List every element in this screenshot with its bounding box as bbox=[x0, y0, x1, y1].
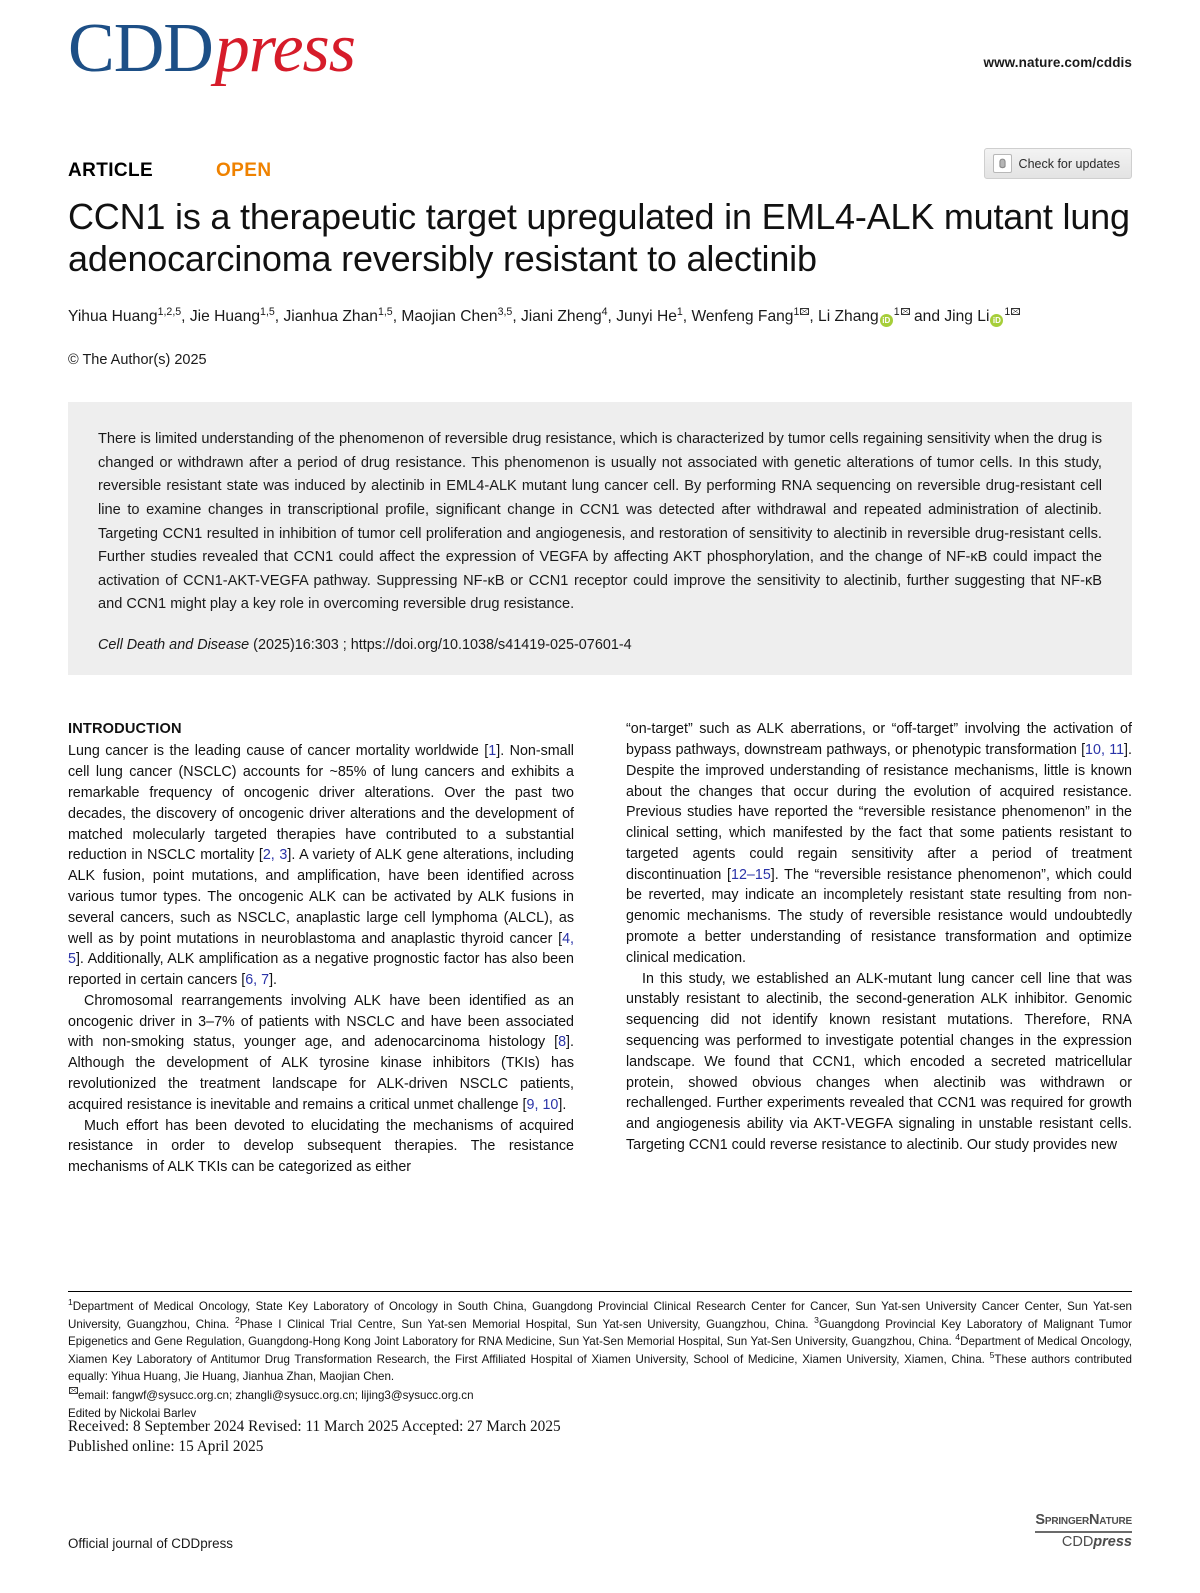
masthead bbox=[68, 0, 1132, 118]
envelope-icon[interactable] bbox=[800, 308, 809, 315]
text-run: ]. A variety of ALK gene alterations, including ALK fusion, point mutations, and amplification, have been identified across various tumor types. The oncogenic ALK can be activated by ALK fusions in several cancers, such as NSCLC, anaplastic large cell lymphoma (ALCL), as well as by point mutations in neuroblastoma and anaplastic thyroid cancer [ bbox=[68, 847, 574, 947]
press-text: press bbox=[1093, 1533, 1132, 1550]
author-affiliation-marker: 1,5 bbox=[260, 305, 275, 318]
author-separator: , bbox=[809, 308, 819, 326]
corresponding-email-line bbox=[68, 1387, 1132, 1405]
cddpress-wordmark bbox=[1035, 1534, 1132, 1551]
author-affiliation-marker: 1 bbox=[676, 305, 683, 318]
article-type-row bbox=[68, 154, 1132, 194]
page-footer bbox=[68, 1512, 1132, 1551]
springer-nature-wordmark bbox=[1035, 1512, 1132, 1529]
text-run: Chromosomal rearrangements involving ALK have been identified as an oncogenic driver in 3–7% of patients with NSCLC and have been associated with non-smoking status, younger age, and adenocarcinoma histology [ bbox=[68, 992, 574, 1051]
text-run: ]. Despite the improved understanding of resistance mechanisms, little is known about the changes that occur during the evolution of acquired resistance. Previous studies have reported the “reversible resistance phenomenon” in the clinical setting, which manifested by the fact that some patients resistant to targeted agents could regain sensitivity after a period of treatment discontinuation [ bbox=[626, 741, 1132, 883]
affiliation-5: These authors contributed equally: Yihua Huang, Jie Huang, Jianhua Zhan, Maojian Chen. bbox=[68, 1352, 1132, 1384]
affiliations-block bbox=[68, 1298, 1132, 1422]
article-label: ARTICLE bbox=[68, 160, 154, 181]
citation-ref[interactable]: 8 bbox=[558, 1034, 567, 1051]
copyright-line: © The Author(s) 2025 bbox=[68, 351, 207, 368]
citation-ref[interactable]: 12–15 bbox=[731, 866, 771, 883]
open-access-label: OPEN bbox=[216, 160, 272, 181]
affiliation-marker: 1 bbox=[68, 1297, 73, 1308]
publication-dates bbox=[68, 1417, 561, 1458]
paragraph-intro-3: Much effort has been devoted to elucidating the mechanisms of acquired resistance in order to develop subsequent therapies. The resistance mechanisms of ALK TKIs can be categorized as either bbox=[68, 1117, 574, 1176]
abstract-text: There is limited understanding of the phenomenon of reversible drug resistance, which is characterized by tumor cells regaining sensitivity when the drug is changed or withdrawn after a period of drug resistance. This phenomenon is usually not associated with genetic alterations of tumor cells. In this study, reversible resistant state was induced by alectinib in EML4-ALK mutant lung cancer cell. By performing RNA sequencing on reversible drug-resistant cell line to examine changes in transcriptional profile, significant change in CCN1 was detected after withdrawal and repeated administration of alectinib. Targeting CCN1 resulted in inhibition of tumor cell proliferation and angiogenesis, and restoration of sensitivity to alectinib in reversible drug-resistant cells. Further studies revealed that CCN1 could affect the expression of VEGFA by affecting AKT phosphorylation, and the change of NF-κB could impact the activation of CCN1-AKT-VEGFA pathway. Suppressing NF-κB or CCN1 receptor could improve the sensitivity to alectinib, further suggesting that NF-κB and CCN1 might play a key role in overcoming reversible drug resistance. bbox=[98, 430, 1102, 613]
paragraph-intro-4 bbox=[626, 719, 1132, 969]
citation-line bbox=[98, 637, 1102, 653]
nature-text: Nature bbox=[1089, 1512, 1132, 1528]
author-affiliation-marker: 1 bbox=[1004, 305, 1011, 318]
check-for-updates-badge[interactable] bbox=[984, 148, 1132, 179]
author-separator: , bbox=[274, 308, 284, 326]
orcid-icon[interactable]: iD bbox=[990, 314, 1003, 327]
cdd-text: CDD bbox=[1061, 1533, 1094, 1550]
author-name: Li Zhang bbox=[818, 308, 879, 326]
author-separator: , bbox=[682, 308, 692, 326]
springer-nature-logo bbox=[1035, 1512, 1132, 1551]
edited-by-line: Edited by Nickolai Barlev bbox=[68, 1406, 197, 1420]
author-name: Jiani Zheng bbox=[521, 308, 602, 326]
orcid-icon[interactable]: iD bbox=[880, 314, 893, 327]
logo-divider bbox=[1035, 1531, 1132, 1533]
author-affiliation-marker: 1,2,5 bbox=[157, 305, 182, 318]
author-affiliation-marker: 1 bbox=[893, 305, 900, 318]
nature-url[interactable]: www.nature.com/cddis bbox=[983, 55, 1132, 70]
envelope-icon[interactable] bbox=[1011, 308, 1020, 315]
author-name: Maojian Chen bbox=[401, 308, 498, 326]
author-separator: , bbox=[181, 308, 190, 326]
paragraph-intro-5: In this study, we established an ALK-mutant lung cancer cell line that was unstably resistant to alectinib, the second-generation ALK inhibitor. Genomic sequencing did not identify known resistant mutations. Therefore, RNA sequencing was performed to investigate potential changes in the expression landscape. We found that CCN1, which encoded a secreted matricellular protein, showed obvious changes when alectinib was withdrawn or rechallenged. Further experiments revealed that CCN1 was required for growth and angiogenesis ability via AKT-VEGFA signaling in unstable resistant cells. Targeting CCN1 could reverse resistance to alectinib. Our study provides new bbox=[626, 970, 1132, 1154]
received-revised-accepted: Received: 8 September 2024 Revised: 11 March 2025 Accepted: 27 March 2025 bbox=[68, 1418, 561, 1435]
text-run: Lung cancer is the leading cause of cancer mortality worldwide [ bbox=[68, 743, 489, 760]
affiliation-marker: 5 bbox=[989, 1349, 995, 1360]
affiliations-text bbox=[68, 1298, 1132, 1386]
author-name: Yihua Huang bbox=[68, 308, 158, 326]
affiliation-1: Department of Medical Oncology, State Key Laboratory of Oncology in South China, Guangdong Provincial Clinical Research Center for Cancer, Sun Yat-sen University Cancer Center, Sun Yat-sen University, Guangzhou, China. bbox=[68, 1300, 1132, 1331]
page-title: CCN1 is a therapeutic target upregulated in EML4-ALK mutant lung adenocarcinoma reversibly resistant to alectinib bbox=[68, 196, 1130, 280]
citation-details[interactable]: (2025)16:303 ; https://doi.org/10.1038/s41419-025-07601-4 bbox=[249, 637, 632, 654]
author-name: Jianhua Zhan bbox=[283, 308, 378, 326]
citation-ref[interactable]: 1 bbox=[488, 743, 497, 760]
text-run: ]. Non-small cell lung cancer (NSCLC) accounts for ~85% of lung cancers and exhibits a remarkable frequency of oncogenic driver alterations. Over the past two decades, the discovery of oncogenic driver alterations and the development of matched molecularly targeted therapies have contributed to a substantial reduction in NSCLC mortality [ bbox=[68, 743, 574, 864]
author-affiliation-marker: 4 bbox=[601, 305, 608, 318]
text-run: ]. The “reversible resistance phenomenon”, which could be reverted, may indicate an incompletely resistant state resulting from non-genomic mechanisms. The study of reversible resistance would undoubtedly promote a better understanding of resistance transformation and optimize clinical medication. bbox=[626, 866, 1132, 966]
column-right bbox=[626, 719, 1132, 1239]
footnote-divider bbox=[68, 1291, 1132, 1292]
author-separator: , bbox=[392, 308, 402, 326]
official-journal-label: Official journal of CDDpress bbox=[68, 1535, 233, 1551]
text-run: “on-target” such as ALK aberrations, or “off-target” involving the activation of bypass pathways, downstream pathways, or phenotypic transformation [ bbox=[626, 721, 1132, 758]
envelope-icon bbox=[69, 1387, 78, 1394]
author-separator: and bbox=[909, 308, 945, 326]
text-run: ]. Although the development of ALK tyrosine kinase inhibitors (TKIs) has revolutionized the treatment landscape for ALK-driven NSCLC patients, acquired resistance is inevitable and remains a critical unmet challenge [ bbox=[68, 1034, 574, 1113]
paragraph-intro-2 bbox=[68, 991, 574, 1116]
check-for-updates-label: Check for updates bbox=[1018, 156, 1120, 171]
logo-press-text: press bbox=[214, 10, 355, 87]
author-separator: , bbox=[607, 308, 617, 326]
author-name: Jing Li bbox=[944, 308, 990, 326]
affiliation-marker: 4 bbox=[955, 1332, 961, 1343]
abstract-box bbox=[68, 402, 1132, 675]
author-list bbox=[68, 305, 1132, 330]
section-heading-introduction: INTRODUCTION bbox=[68, 721, 182, 738]
author-affiliation-marker: 1 bbox=[793, 305, 800, 318]
body-columns bbox=[68, 719, 1132, 1239]
published-online: Published online: 15 April 2025 bbox=[68, 1438, 264, 1456]
affiliation-2: Phase I Clinical Trial Centre, Sun Yat-sen Memorial Hospital, Sun Yat-sen University, Guangzhou, China. bbox=[239, 1317, 815, 1331]
citation-ref[interactable]: 6, 7 bbox=[245, 972, 270, 989]
cddpress-logo bbox=[68, 10, 355, 87]
author-affiliation-marker: 3,5 bbox=[497, 305, 513, 318]
journal-name: Cell Death and Disease bbox=[98, 637, 250, 654]
affiliation-marker: 2 bbox=[234, 1314, 240, 1325]
citation-ref[interactable]: 10, 11 bbox=[1085, 741, 1125, 758]
update-badge-icon bbox=[993, 154, 1012, 173]
author-name: Junyi He bbox=[616, 308, 677, 326]
affiliation-3: Guangdong Provincial Key Laboratory of Malignant Tumor Epigenetics and Gene Regulation, Guangdong-Hong Kong Joint Laboratory for RNA Medicine, Sun Yat-Sen Memorial Hospital, Sun Yat-Sen University, Guangzhou, China. bbox=[68, 1317, 1132, 1349]
author-name: Wenfeng Fang bbox=[691, 308, 794, 326]
text-run: ]. bbox=[269, 972, 278, 989]
citation-ref[interactable]: 2, 3 bbox=[262, 847, 288, 864]
text-run: ]. Additionally, ALK amplification as a negative prognostic factor has also been reported in certain cancers [ bbox=[68, 951, 574, 989]
citation-ref[interactable]: 9, 10 bbox=[526, 1096, 559, 1113]
springer-text: Springer bbox=[1035, 1512, 1090, 1528]
affiliation-4: Department of Medical Oncology, Xiamen Key Laboratory of Antitumor Drug Transformation Research, the First Affiliated Hospital of Xiamen University, School of Medicine, Xiamen University, Xiamen, China. bbox=[68, 1335, 1132, 1366]
envelope-icon[interactable] bbox=[901, 308, 910, 315]
author-affiliation-marker: 1,5 bbox=[377, 305, 393, 318]
author-name: Jie Huang bbox=[189, 308, 261, 326]
affiliation-marker: 3 bbox=[814, 1314, 819, 1325]
paragraph-intro-1 bbox=[68, 741, 574, 991]
citation-ref[interactable]: 4, 5 bbox=[68, 930, 574, 968]
text-run: ]. bbox=[558, 1096, 567, 1113]
corresponding-emails[interactable]: email: fangwf@sysucc.org.cn; zhangli@sysucc.org.cn; lijing3@sysucc.org.cn bbox=[78, 1389, 474, 1403]
column-left bbox=[68, 719, 574, 1239]
logo-cdd-text: CDD bbox=[68, 10, 213, 87]
author-separator: , bbox=[512, 308, 521, 326]
